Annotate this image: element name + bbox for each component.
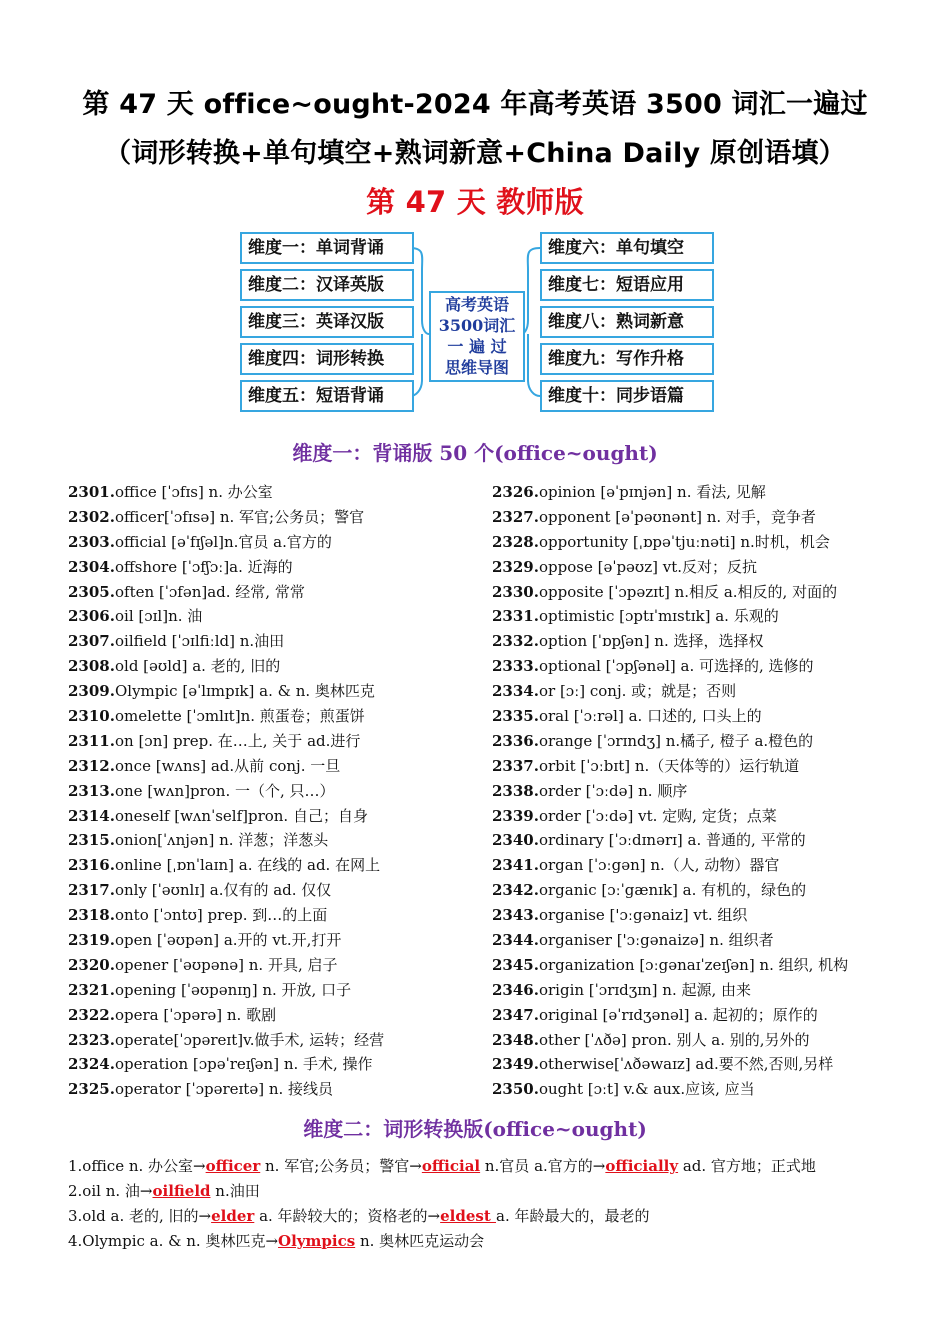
vocab-entry [68,903,488,928]
entry-text: opportunity [ˌɒpəˈtjuːnəti] n.时机，机会 [538,532,830,551]
entry-text: orbit [ˈɔːbɪt] n.（天体等的）运行轨道 [538,756,800,775]
vocab-entry [492,679,912,704]
vocab-entry [492,505,912,530]
entry-number: 2325. [68,1080,115,1099]
vocab-entry [492,1077,912,1102]
vocab-entry [68,1028,488,1053]
entry-number: 2343. [492,906,539,925]
vocab-entry [492,480,912,505]
entry-number: 2340. [492,831,539,850]
word-form-list [68,1154,898,1254]
line1-gloss-2: n.官员 a.官方的 [480,1157,593,1175]
entry-number: 2310. [68,707,115,726]
entry-number: 2315. [68,831,115,850]
entry-text: other [ˈʌðə] pron. 别人 a. 别的,另外的 [538,1030,810,1049]
vocab-entry [492,629,912,654]
entry-number: 2332. [492,632,539,651]
vocab-entry [492,878,912,903]
vocab-entry [68,654,488,679]
line1-derived-3: officially [605,1157,679,1175]
vocab-entry [68,505,488,530]
dimension-10-box: 维度十：同步语篇 [540,380,714,412]
vocab-entry [68,480,488,505]
entry-text: only [ˈəʊnlɪ] a.仅有的 ad. 仅仅 [114,881,332,900]
line4-base: 4.Olympic a. & n. 奥林匹克 [68,1232,266,1250]
line3-gloss-2: a. 年龄最大的，最老的 [496,1207,650,1225]
arrow-icon: → [139,1182,153,1200]
entry-text: opener [ˈəʊpənə] n. 开具, 启子 [114,955,338,974]
vocab-list-left [68,480,488,1102]
entry-text: organise ['ɔːgənaiz] vt. 组织 [538,906,748,925]
entry-text: omelette [ˈɔmlɪt]n. 煎蛋卷；煎蛋饼 [114,707,365,726]
entry-text: offshore [ˈɔfʃɔː]a. 近海的 [114,557,293,576]
entry-number: 2350. [492,1080,539,1099]
entry-number: 2306. [68,607,115,626]
vocab-list-right [492,480,912,1102]
entry-text: opposite [ˈɔpəzɪt] n.相反 a.相反的, 对面的 [538,582,838,601]
entry-text: once [wʌns] ad.从前 conj. 一旦 [114,756,341,775]
vocab-entry [492,1052,912,1077]
vocab-entry [492,580,912,605]
arrow-icon: → [198,1207,212,1225]
arrow-icon: → [427,1207,441,1225]
line1-derived-1: officer [205,1157,261,1175]
entry-text: onion[ˈʌnjən] n. 洋葱；洋葱头 [114,831,329,850]
entry-text: otherwise[ˈʌðəwaɪz] ad.要不然,否则,另样 [538,1055,834,1074]
vocab-entry [68,1003,488,1028]
entry-number: 2349. [492,1055,539,1074]
entry-number: 2345. [492,955,539,974]
vocab-entry [492,978,912,1003]
entry-text: organiser ['ɔːgənaizə] n. 组织者 [538,931,774,950]
entry-text: often [ˈɔfən]ad. 经常, 常常 [114,582,305,601]
vocab-entry [68,1052,488,1077]
entry-text: opera [ˈɔpərə] n. 歌剧 [114,1005,277,1024]
entry-text: open [ˈəʊpən] a.开的 vt.开,打开 [114,931,342,950]
entry-number: 2324. [68,1055,115,1074]
vocab-entry [68,604,488,629]
entry-text: operator [ˈɔpəreɪtə] n. 接线员 [114,1080,334,1099]
word-form-line-4 [68,1229,898,1254]
entry-number: 2335. [492,707,539,726]
center-line-1: 高考英语 [444,295,509,314]
entry-number: 2313. [68,781,115,800]
entry-number: 2342. [492,881,539,900]
entry-number: 2336. [492,731,539,750]
line1-derived-2: official [421,1157,481,1175]
line4-gloss-1: n. 奥林匹克运动会 [355,1232,485,1250]
entry-number: 2330. [492,582,539,601]
entry-number: 2301. [68,483,115,501]
entry-text: organization [ɔːgənaɪˈzeɪʃən] n. 组织, 机构 [538,955,849,974]
entry-number: 2341. [492,856,539,875]
center-line-2: 3500词汇 [438,316,516,335]
entry-text: one [wʌn]pron. 一（个, 只…） [114,781,335,800]
mind-map-center [429,291,525,382]
document-subtitle: 第 47 天 教师版 [366,185,584,219]
entry-number: 2314. [68,806,115,825]
document-title-line2: （词形转换+单句填空+熟词新意+China Daily 原创语填） [104,138,846,169]
dimension-2-box: 维度二：汉译英版 [240,269,414,301]
word-form-line-3 [68,1204,898,1229]
entry-number: 2311. [68,731,115,750]
vocab-entry [492,779,912,804]
entry-number: 2317. [68,881,115,900]
dimension-4-box: 维度四：词形转换 [240,343,414,375]
entry-number: 2318. [68,906,115,925]
entry-text: old [əʊld] a. 老的, 旧的 [114,657,281,676]
entry-text: ought [ɔːt] v.& aux.应该, 应当 [538,1080,755,1099]
entry-number: 2321. [68,980,115,999]
entry-number: 2327. [492,507,539,526]
vocab-entry [492,928,912,953]
dimension-7-box: 维度七：短语应用 [540,269,714,301]
entry-number: 2322. [68,1005,115,1024]
entry-text: official [əˈfɪʃəl]n.官员 a.官方的 [114,532,332,551]
dimension-8-box: 维度八：熟词新意 [540,306,714,338]
entry-text: or [ɔː] conj. 或；就是；否则 [538,682,737,701]
vocab-entry [68,1077,488,1102]
vocab-entry [492,754,912,779]
entry-number: 2302. [68,507,115,526]
entry-number: 2312. [68,756,115,775]
vocab-entry [68,779,488,804]
entry-number: 2337. [492,756,539,775]
entry-number: 2323. [68,1030,115,1049]
entry-number: 2339. [492,806,539,825]
dimension-1-box: 维度一：单词背诵 [240,232,414,264]
vocab-entry [68,828,488,853]
entry-text: operation [ɔpəˈreɪʃən] n. 手术, 操作 [114,1055,373,1074]
mind-map [0,0,950,420]
document-title-line1: 第 47 天 office~ought-2024 年高考英语 3500 词汇一遍过 [82,89,868,120]
vocab-entry [492,903,912,928]
entry-text: ordinary [ˈɔːdɪnərɪ] a. 普通的, 平常的 [538,831,806,850]
entry-number: 2316. [68,856,115,875]
entry-text: option [ˈɒpʃən] n. 选择，选择权 [538,632,764,651]
entry-text: on [ɔn] prep. 在…上, 关于 ad.进行 [114,731,361,750]
line3-derived-2: eldest [440,1207,496,1225]
entry-text: organ [ˈɔːgən] n.（人, 动物）器官 [538,856,780,875]
entry-number: 2304. [68,557,115,576]
vocab-entry [492,555,912,580]
line2-gloss-1: n.油田 [210,1182,260,1200]
vocab-entry [492,729,912,754]
entry-number: 2333. [492,657,539,676]
line2-base: 2.oil n. 油 [68,1182,140,1200]
entry-number: 2308. [68,657,115,676]
vocab-entry [68,555,488,580]
entry-number: 2348. [492,1030,539,1049]
line2-derived-1: oilfield [152,1182,211,1200]
vocab-entry [492,530,912,555]
line3-base: 3.old a. 老的, 旧的 [68,1207,199,1225]
vocab-entry [68,530,488,555]
vocab-entry [492,804,912,829]
section1-title: 维度一：背诵版 50 个(office~ought) [292,441,658,465]
entry-text: onto [ˈɔntʊ] prep. 到…的上面 [114,906,328,925]
vocab-entry [492,853,912,878]
vocab-entry [68,754,488,779]
vocab-entry [68,804,488,829]
entry-text: office [ˈɔfɪs] n. 办公室 [114,483,273,501]
arrow-icon: → [193,1157,206,1175]
entry-text: oilfield [ˈɔɪlfiːld] n.油田 [114,632,285,651]
line1-gloss-3: ad. 官方地；正式地 [678,1157,816,1175]
vocab-entry [68,853,488,878]
section2-title: 维度二：词形转换版(office~ought) [303,1117,647,1141]
entry-number: 2309. [68,682,115,701]
entry-text: oppose [əˈpəʊz] vt.反对；反抗 [538,557,758,576]
entry-text: officer[ˈɔfɪsə] n. 军官;公务员；警官 [114,507,365,526]
word-form-line-1 [68,1154,898,1179]
entry-number: 2344. [492,931,539,950]
entry-text: order [ˈɔːdə] vt. 定购, 定货；点菜 [538,806,777,825]
arrow-icon: → [592,1157,606,1175]
entry-text: optional [ˈɔpʃənəl] a. 可选择的, 选修的 [538,657,814,676]
entry-text: origin [ˈɔrɪdʒɪn] n. 起源, 由来 [538,980,752,999]
line4-derived-1: Olympics [278,1232,356,1250]
center-line-3: 一 遍 过 [447,337,507,356]
arrow-icon: → [409,1157,422,1175]
entry-number: 2326. [492,483,539,501]
vocab-entry [492,704,912,729]
entry-text: opinion [əˈpɪnjən] n. 看法, 见解 [538,483,766,501]
vocab-entry [68,953,488,978]
entry-text: orange [ˈɔrɪndʒ] n.橘子, 橙子 a.橙色的 [538,731,814,750]
entry-text: online [ˌɒnˈlaɪn] a. 在线的 ad. 在网上 [114,856,381,875]
line3-derived-1: elder [211,1207,255,1225]
vocab-entry [68,729,488,754]
entry-text: optimistic [ɔptɪˈmɪstɪk] a. 乐观的 [538,607,779,626]
entry-text: opponent [əˈpəʊnənt] n. 对手，竞争者 [538,507,816,526]
entry-number: 2328. [492,532,539,551]
dimension-6-box: 维度六：单句填空 [540,232,714,264]
vocab-entry [68,878,488,903]
entry-number: 2329. [492,557,539,576]
vocab-entry [68,928,488,953]
center-line-4: 思维导图 [444,358,509,377]
entry-number: 2303. [68,532,115,551]
entry-text: Olympic [əˈlɪmpɪk] a. & n. 奥林匹克 [114,682,375,701]
arrow-icon: → [265,1232,279,1250]
vocab-entry [492,828,912,853]
line1-gloss-1: n. 军官;公务员；警官 [260,1157,410,1175]
entry-number: 2305. [68,582,115,601]
entry-text: oneself [wʌnˈself]pron. 自己；自身 [114,806,368,825]
entry-number: 2307. [68,632,115,651]
vocab-entry [492,1003,912,1028]
vocab-entry [492,953,912,978]
dimension-3-box: 维度三：英译汉版 [240,306,414,338]
dimension-9-box: 维度九：写作升格 [540,343,714,375]
vocab-entry [492,604,912,629]
vocab-entry [68,679,488,704]
vocab-entry [492,1028,912,1053]
vocab-entry [68,629,488,654]
entry-text: original [əˈrɪdʒənəl] a. 起初的；原作的 [538,1005,818,1024]
entry-text: oral [ˈɔːrəl] a. 口述的, 口头上的 [538,707,762,726]
word-form-line-2 [68,1179,898,1204]
vocab-entry [68,978,488,1003]
entry-number: 2338. [492,781,539,800]
dimension-5-box: 维度五：短语背诵 [240,380,414,412]
vocab-entry [492,654,912,679]
entry-text: organic [ɔːˈgænɪk] a. 有机的，绿色的 [538,881,807,900]
line3-gloss-1: a. 年龄较大的；资格老的 [254,1207,428,1225]
entry-text: operate[ˈɔpəreɪt]v.做手术, 运转；经营 [114,1030,385,1049]
entry-number: 2320. [68,955,115,974]
vocab-entry [68,580,488,605]
entry-text: opening [ˈəʊpənɪŋ] n. 开放, 口子 [114,980,352,999]
entry-text: oil [ɔɪl]n. 油 [114,607,203,626]
entry-number: 2319. [68,931,115,950]
entry-number: 2346. [492,980,539,999]
entry-text: order [ˈɔːdə] n. 顺序 [538,781,688,800]
entry-number: 2331. [492,607,539,626]
vocab-entry [68,704,488,729]
entry-number: 2334. [492,682,539,701]
line1-base: 1.office n. 办公室 [68,1157,194,1175]
entry-number: 2347. [492,1005,539,1024]
